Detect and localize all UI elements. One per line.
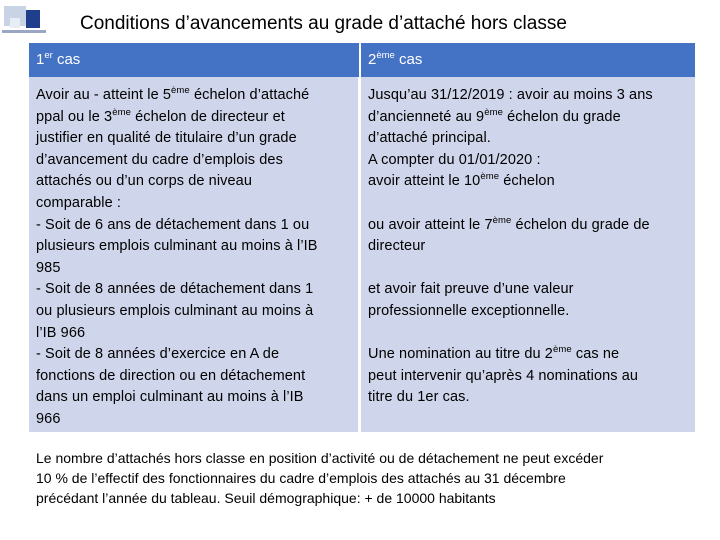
text-line: ou avoir atteint le 7ème échelon du grade de: [368, 214, 650, 233]
footer-line: 10 % de l’effectif des fonctionnaires du cadre d’emplois des attachés au 31 décembre: [36, 470, 566, 486]
text-line: directeur: [368, 238, 426, 255]
text-line: - Soit de 8 années de détachement dans 1: [36, 281, 314, 298]
text-line: - Soit de 6 ans de détachement dans 1 ou: [36, 216, 310, 233]
text-line: Une nomination au titre du 2ème cas ne: [368, 344, 620, 363]
cell-case-1: [29, 77, 359, 432]
text-line: professionnelle exceptionnelle.: [368, 302, 570, 319]
text-line: Jusqu’au 31/12/2019 : avoir au moins 3 ans: [368, 87, 653, 103]
text-line: comparable :: [36, 194, 122, 211]
column-header-2: 2ème cas: [361, 43, 695, 77]
text-line: attachés ou d’un corps de niveau: [36, 173, 253, 190]
text-line: justifier en qualité de titulaire d’un grade: [36, 130, 297, 147]
text-line: ppal ou le 3ème échelon de directeur et: [36, 106, 285, 125]
text-line: avoir atteint le 10ème échelon: [368, 171, 555, 190]
text-line: ou plusieurs emplois culminant au moins à: [36, 302, 314, 319]
logo-shape: [10, 18, 20, 28]
text-line: peut intervenir qu’après 4 nominations au: [368, 367, 639, 384]
text-line: et avoir fait preuve d’une valeur: [368, 281, 574, 298]
conditions-table: [28, 42, 696, 433]
text-line: titre du 1er cas.: [368, 389, 470, 406]
text-line: l’IB 966: [36, 324, 86, 341]
text-line: d’attaché principal.: [368, 130, 491, 147]
footer-line: Le nombre d’attachés hors classe en position d’activité ou de détachement ne peut excéder: [36, 450, 604, 466]
text-line: fonctions de direction ou en détachement: [36, 367, 306, 384]
spacer: [368, 258, 687, 280]
text-line: d’avancement du cadre d’emplois des: [36, 151, 283, 168]
text-line: plusieurs emplois culminant au moins à l’IB: [36, 238, 318, 255]
spacer: [368, 323, 687, 345]
text-line: A compter du 01/01/2020 :: [368, 151, 541, 168]
text-line: 966: [36, 410, 61, 427]
text-line: - Soit de 8 années d’exercice en A de: [36, 346, 280, 363]
footer-line: précédant l’année du tableau. Seuil démographique: + de 10000 habitants: [36, 490, 496, 506]
logo-shape: [26, 10, 40, 28]
text-line: Avoir au - atteint le 5ème échelon d’attaché: [36, 85, 310, 103]
logo-shape: [2, 30, 46, 33]
logo: [0, 0, 60, 40]
column-header-1: 1er cas: [29, 43, 359, 77]
cell-case-2: [361, 77, 695, 432]
spacer: [368, 193, 687, 215]
text-line: dans un emploi culminant au moins à l’IB: [36, 389, 304, 406]
page-title: Conditions d’avancements au grade d’attaché hors classe: [80, 13, 567, 34]
text-line: 985: [36, 259, 61, 276]
text-line: d’ancienneté au 9ème échelon du grade: [368, 106, 621, 125]
footer-note: [36, 448, 708, 508]
